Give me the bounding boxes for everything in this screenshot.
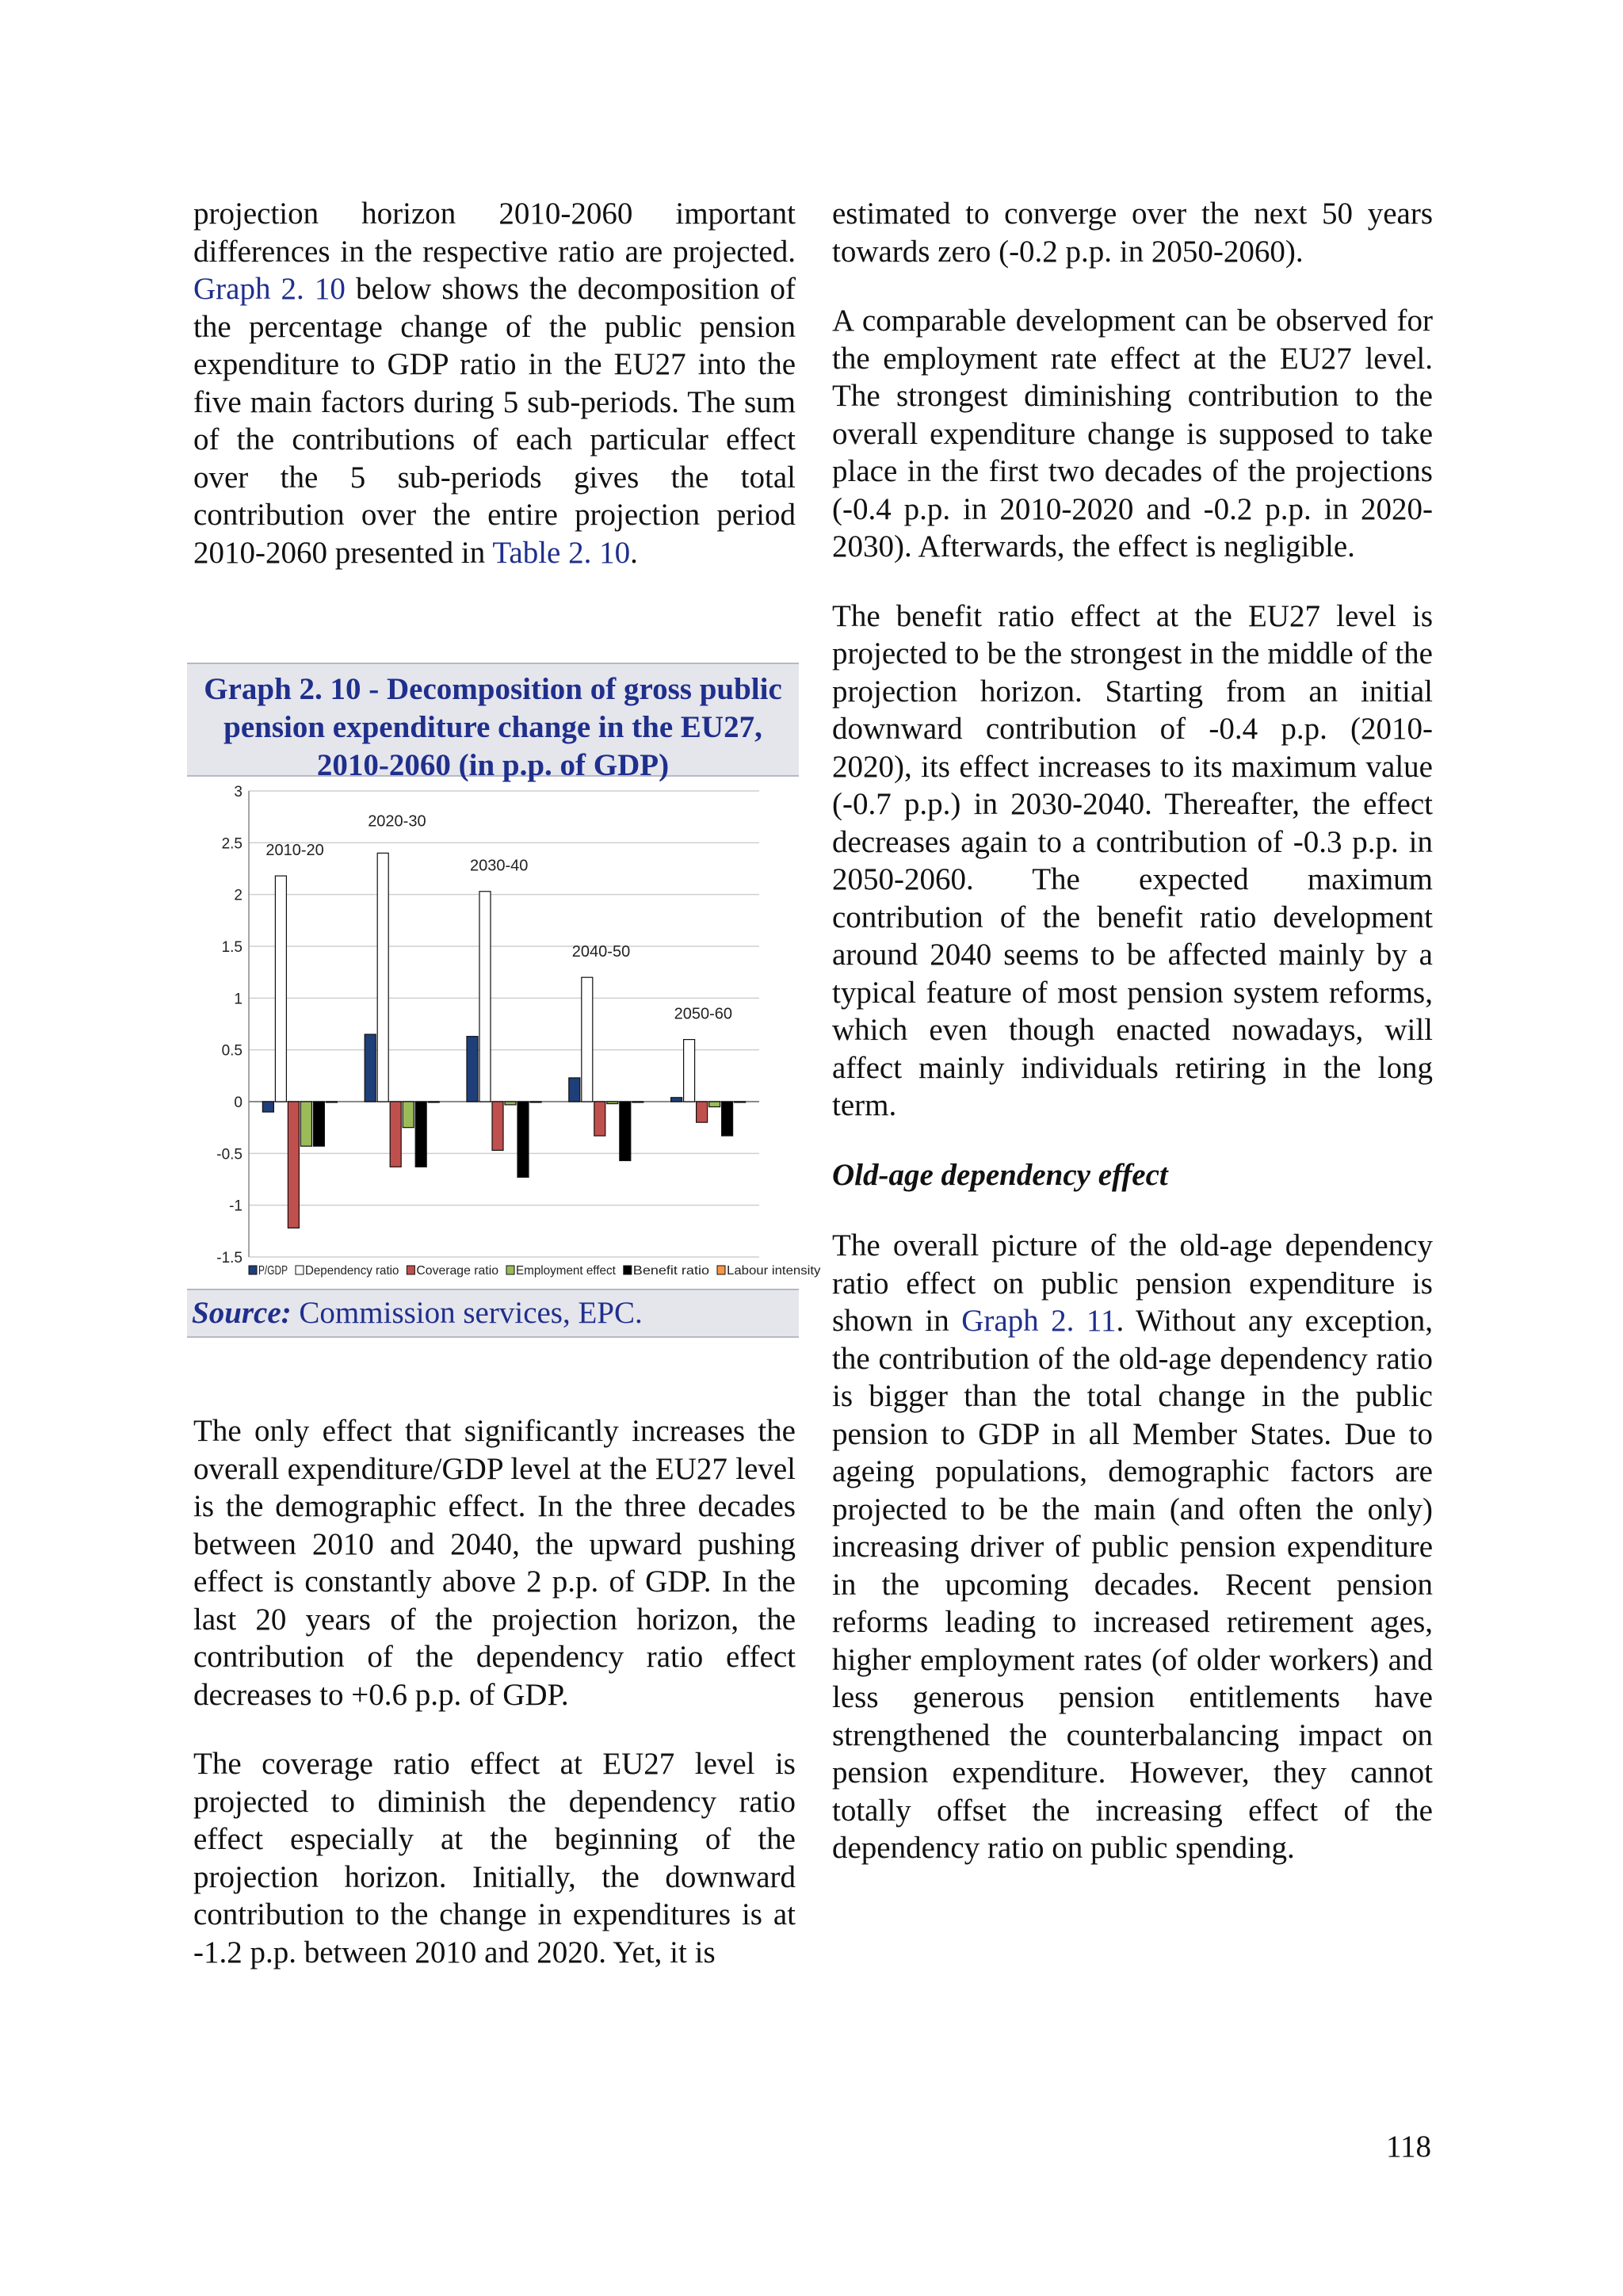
bar (313, 1102, 324, 1146)
y-tick-label: -1 (229, 1198, 242, 1215)
bar (492, 1102, 503, 1150)
bar (262, 1102, 273, 1112)
bar (403, 1102, 414, 1128)
bar (671, 1098, 682, 1102)
left-column (193, 195, 796, 571)
bar (300, 1102, 311, 1146)
y-tick-label: 2.5 (221, 835, 242, 853)
bar (594, 1102, 605, 1136)
y-tick-label: 0.5 (221, 1042, 242, 1060)
bar (709, 1102, 720, 1107)
bar (607, 1102, 618, 1104)
y-tick-label: -1.5 (216, 1250, 242, 1266)
bar (390, 1102, 401, 1167)
legend-label: Dependency ratio (305, 1264, 399, 1278)
right-paragraph-2: A comparable development can be observed for the employment rate effect at the EU27 level. The strongest diminishing contribution to the overall expenditure change is supposed to take place in the first two decades of the projections (-0.4 p.p. in 2010-2020 and -0.2 p.p. in 2020-2030). Afterwards, the effect is negligible. (832, 304, 1433, 563)
legend-swatch (624, 1266, 632, 1274)
bar (697, 1102, 708, 1122)
bar (288, 1102, 299, 1228)
table-2-10-link[interactable]: Table 2. 10 (492, 535, 631, 570)
legend-label: Labour intensity (727, 1264, 821, 1278)
category-label: 2040-50 (571, 943, 631, 961)
legend-label: Coverage ratio (416, 1264, 499, 1278)
graph-2-11-link[interactable]: Graph 2. 11 (961, 1304, 1117, 1338)
bar (722, 1102, 733, 1136)
bar-chart (187, 777, 821, 1284)
bar (467, 1037, 478, 1102)
left-paragraph-1: projection horizon 2010-2060 important differences in the respective ratio are projected. Graph 2. 10 below shows the decomposition of the percentage change of the public pension expenditure to GDP ratio in the EU27 into the five main factors during 5 sub-periods. The sum of the contributions of each particular effect over the 5 sub-periods gives the total contribution over the entire projection period 2010-2060 presented in Table 2. 10. (193, 197, 796, 570)
y-tick-label: 1.5 (221, 939, 242, 956)
right-paragraph-4: The overall picture of the old-age dependency ratio effect on public pension expenditure is shown in Graph 2. 11. Without any exception, the contribution of the old-age dependency ratio is bigger than the total change in the public pension to GDP in all Member States. Due to ageing populations, demographic factors are projected to be the main (and often the only) increasing driver of public pension expenditure in the upcoming decades. Recent pension reforms leading to increased retirement ages, higher employment rates (of older workers) and less generous pension entitlements have strengthened the counterbalancing impact on pension expenditure. However, they cannot totally offset the increasing effect of the dependency ratio on public spending. (832, 1228, 1433, 1865)
graph-source (187, 1289, 799, 1338)
bar (620, 1102, 631, 1160)
bar (479, 892, 491, 1102)
category-label: 2030-40 (470, 857, 529, 875)
right-column (832, 195, 1433, 1867)
bar (569, 1078, 580, 1102)
right-paragraph-3: The benefit ratio effect at the EU27 level is projected to be the strongest in the middle of the projection horizon. Starting from an initial downward contribution of -0.4 p.p. (2010-2020), its effect increases to its maximum value (-0.7 p.p.) in 2030-2040. Thereafter, the effect decreases again to a contribution of -0.3 p.p. in 2050-2060. The expected maximum contribution of the benefit ratio development around 2040 seems to be affected mainly by a typical feature of most pension system reforms, which even though enacted nowadays, will affect mainly individuals retiring in the long term. (832, 598, 1433, 1122)
legend-swatch (249, 1266, 257, 1274)
y-tick-label: 1 (234, 991, 242, 1008)
left-paragraph-2: The only effect that significantly increases the overall expenditure/GDP level at the EU27 level is the demographic effect. In the three decades between 2010 and 2040, the upward pushing effect is constantly above 2 p.p. of GDP. In the last 20 years of the projection horizon, the contribution of the dependency ratio effect decreases to +0.6 p.p. of GDP. (193, 1414, 796, 1712)
legend-label: P/GDP (258, 1264, 288, 1278)
y-tick-label: -0.5 (216, 1146, 242, 1163)
section-heading: Old-age dependency effect (832, 1157, 1168, 1192)
bar (582, 977, 593, 1102)
y-tick-label: 3 (234, 784, 242, 800)
y-tick-label: 0 (234, 1095, 242, 1111)
bar (517, 1102, 529, 1177)
source-label: Source: (192, 1296, 292, 1330)
page-number: 118 (1385, 2130, 1431, 2164)
source-text: Commission services, EPC. (291, 1296, 643, 1330)
bar (505, 1102, 516, 1105)
graph-title: Graph 2. 10 - Decomposition of gross public pension expenditure change in the EU27, 2010-2060 (in p.p. of GDP) (187, 663, 799, 777)
graph-2-10-figure (187, 663, 821, 1338)
legend-label: Employment effect (516, 1264, 617, 1278)
bar (684, 1040, 695, 1102)
category-label: 2020-30 (368, 812, 426, 831)
category-label: 2010-20 (265, 842, 324, 860)
graph-2-10-link[interactable]: Graph 2. 10 (193, 272, 346, 306)
right-paragraph-1: estimated to converge over the next 50 years towards zero (-0.2 p.p. in 2050-2060). (832, 197, 1433, 269)
bar (415, 1102, 426, 1167)
legend-label: Benefit ratio (632, 1264, 710, 1278)
left-paragraph-3: The coverage ratio effect at EU27 level is projected to diminish the dependency ratio effect especially at the beginning of the projection horizon. Initially, the downward contribution to the change in expenditures is at -1.2 p.p. between 2010 and 2020. Yet, it is (193, 1747, 796, 1969)
category-label: 2050-60 (674, 1005, 733, 1023)
left-column-lower (193, 1412, 796, 1971)
legend-swatch (717, 1266, 725, 1274)
y-tick-label: 2 (234, 887, 242, 904)
bar (365, 1034, 376, 1102)
bar (377, 853, 388, 1102)
legend-swatch (407, 1266, 414, 1274)
legend-swatch (506, 1266, 514, 1274)
bar (275, 876, 286, 1102)
legend-swatch (296, 1266, 304, 1274)
